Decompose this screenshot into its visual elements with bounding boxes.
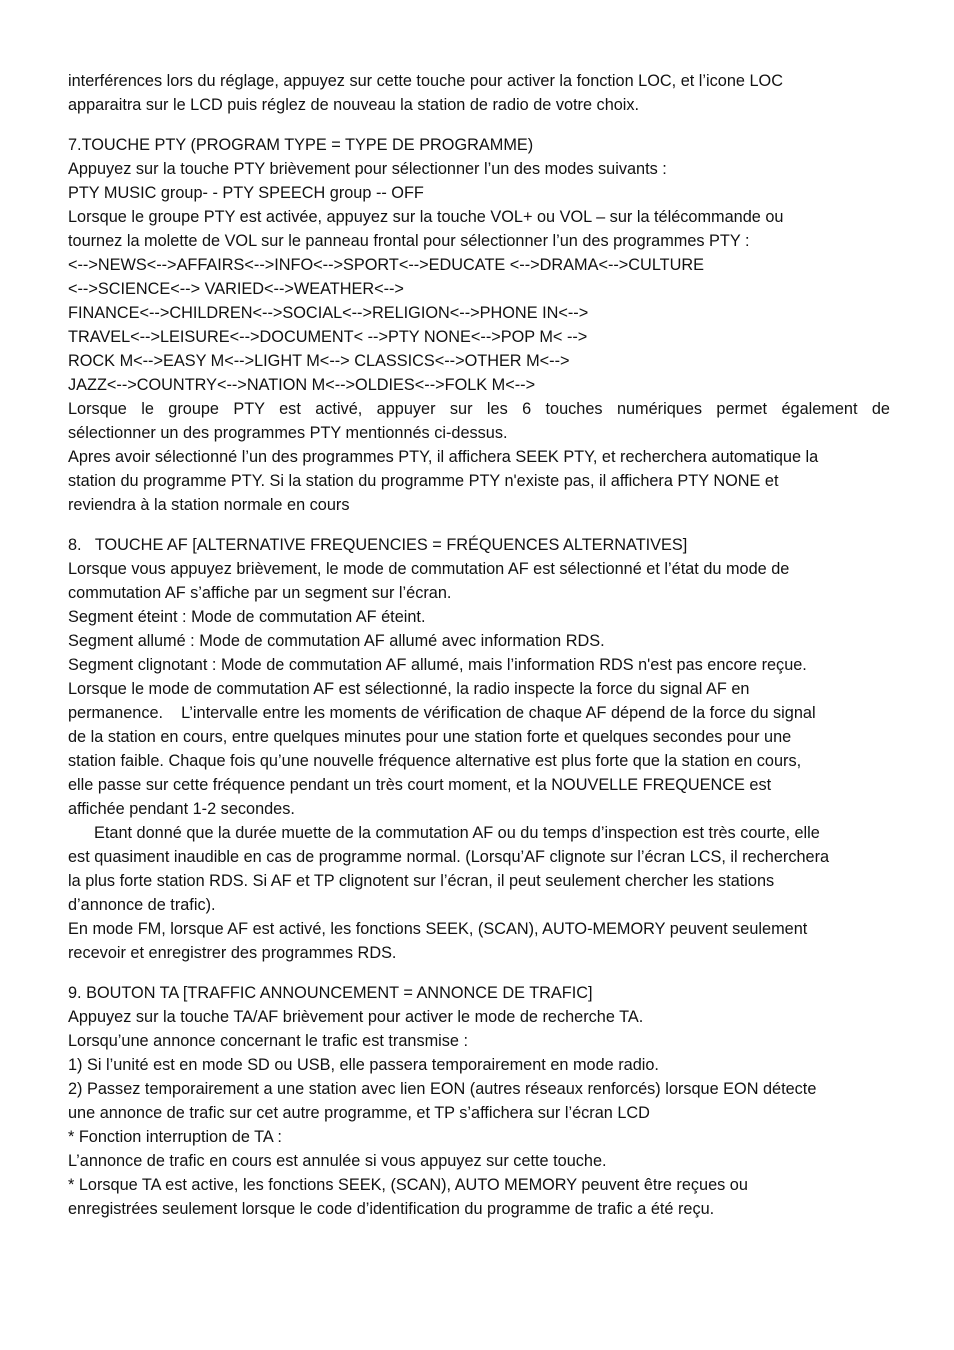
text-line: Lorsque le mode de commutation AF est sélectionné, la radio inspecte la force du signal AF en <box>68 680 750 698</box>
text-line: interférences lors du réglage, appuyez sur cette touche pour activer la fonction LOC, et l’icone LOC <box>68 72 783 90</box>
text-line: En mode FM, lorsque AF est activé, les fonctions SEEK, (SCAN), AUTO-MEMORY peuvent seulement <box>68 920 808 938</box>
text-line: la plus forte station RDS. Si AF et TP clignotent sur l’écran, il peut seulement chercher les stations <box>68 872 775 890</box>
section-ta <box>68 981 890 1221</box>
text-line: commutation AF s’affiche par un segment sur l’écran. <box>68 584 452 602</box>
text-line: apparaitra sur le LCD puis réglez de nouveau la station de radio de votre choix. <box>68 96 640 114</box>
section-heading-pty: 7.TOUCHE PTY (PROGRAM TYPE = TYPE DE PROGRAMME) <box>68 136 534 154</box>
text-line: Appuyez sur la touche PTY brièvement pour sélectionner l’un des modes suivants : <box>68 160 667 178</box>
text-line: de la station en cours, entre quelques minutes pour une station forte et quelques secondes pour une <box>68 728 792 746</box>
text-line: Appuyez sur la touche TA/AF brièvement pour activer le mode de recherche TA. <box>68 1008 644 1026</box>
text-line: une annonce de trafic sur cet autre programme, et TP s’affichera sur l’écran LCD <box>68 1104 650 1122</box>
text-line: station faible. Chaque fois qu’une nouvelle fréquence alternative est plus forte que la station en cours, <box>68 752 802 770</box>
text-line: 1) Si l’unité est en mode SD ou USB, elle passera temporairement en mode radio. <box>68 1056 659 1074</box>
text-line: sélectionner un des programmes PTY mentionnés ci-dessus. <box>68 424 508 442</box>
pty-list-line: TRAVEL<-->LEISURE<-->DOCUMENT< -->PTY NONE<-->POP M< --> <box>68 328 588 346</box>
intro-paragraph <box>68 69 890 117</box>
text-line-indented: Etant donné que la durée muette de la commutation AF ou du temps d’inspection est très courte, elle <box>94 824 820 842</box>
section-heading-af: 8. TOUCHE AF [ALTERNATIVE FREQUENCIES = FRÉQUENCES ALTERNATIVES] <box>68 536 688 554</box>
document-page <box>68 69 890 1221</box>
section-af <box>68 533 890 965</box>
section-heading-ta: 9. BOUTON TA [TRAFFIC ANNOUNCEMENT = ANNONCE DE TRAFIC] <box>68 984 593 1002</box>
pty-list-line: ROCK M<-->EASY M<-->LIGHT M<--> CLASSICS<-->OTHER M<--> <box>68 352 570 370</box>
text-line: d’annonce de trafic). <box>68 896 216 914</box>
text-line: est quasiment inaudible en cas de programme normal. (Lorsqu’AF clignote sur l’écran LCS, il recherchera <box>68 848 830 866</box>
text-line: Lorsqu’une annonce concernant le trafic est transmise : <box>68 1032 469 1050</box>
text-line: PTY MUSIC group- - PTY SPEECH group -- OFF <box>68 184 424 202</box>
text-line-justified: Lorsque le groupe PTY est activé, appuyer sur les 6 touches numériques permet également de <box>68 400 890 418</box>
text-line: station du programme PTY. Si la station du programme PTY n'existe pas, il affichera PTY NONE et <box>68 472 779 490</box>
pty-list-line: <-->SCIENCE<--> VARIED<-->WEATHER<--> <box>68 280 404 298</box>
pty-list-line: JAZZ<-->COUNTRY<-->NATION M<-->OLDIES<-->FOLK M<--> <box>68 376 536 394</box>
pty-list-line: <-->NEWS<-->AFFAIRS<-->INFO<-->SPORT<-->EDUCATE <-->DRAMA<-->CULTURE <box>68 256 704 274</box>
text-line: elle passe sur cette fréquence pendant un très court moment, et la NOUVELLE FREQUENCE est <box>68 776 772 794</box>
text-line: Lorsque le groupe PTY est activée, appuyez sur la touche VOL+ ou VOL – sur la télécommande ou <box>68 208 784 226</box>
text-line: L’annonce de trafic en cours est annulée si vous appuyez sur cette touche. <box>68 1152 607 1170</box>
pty-list-line: FINANCE<-->CHILDREN<-->SOCIAL<-->RELIGION<-->PHONE IN<--> <box>68 304 589 322</box>
text-line: Segment clignotant : Mode de commutation AF allumé, mais l’information RDS n'est pas encore reçue. <box>68 656 807 674</box>
text-line: permanence. L’intervalle entre les moments de vérification de chaque AF dépend de la force du signal <box>68 704 816 722</box>
text-line: Apres avoir sélectionné l’un des programmes PTY, il affichera SEEK PTY, et recherchera automatique la <box>68 448 819 466</box>
text-line: Lorsque vous appuyez brièvement, le mode de commutation AF est sélectionné et l’état du mode de <box>68 560 790 578</box>
text-line: tournez la molette de VOL sur le panneau frontal pour sélectionner l’un des programmes PTY : <box>68 232 750 250</box>
text-line: reviendra à la station normale en cours <box>68 496 350 514</box>
text-line: enregistrées seulement lorsque le code d’identification du programme de trafic a été reçu. <box>68 1200 715 1218</box>
text-line: recevoir et enregistrer des programmes RDS. <box>68 944 397 962</box>
section-pty <box>68 133 890 517</box>
text-line: * Fonction interruption de TA : <box>68 1128 282 1146</box>
text-line: affichée pendant 1-2 secondes. <box>68 800 295 818</box>
text-line: 2) Passez temporairement a une station avec lien EON (autres réseaux renforcés) lorsque EON détecte <box>68 1080 817 1098</box>
text-line: * Lorsque TA est active, les fonctions SEEK, (SCAN), AUTO MEMORY peuvent être reçues ou <box>68 1176 748 1194</box>
text-line: Segment éteint : Mode de commutation AF éteint. <box>68 608 426 626</box>
text-line: Segment allumé : Mode de commutation AF allumé avec information RDS. <box>68 632 605 650</box>
